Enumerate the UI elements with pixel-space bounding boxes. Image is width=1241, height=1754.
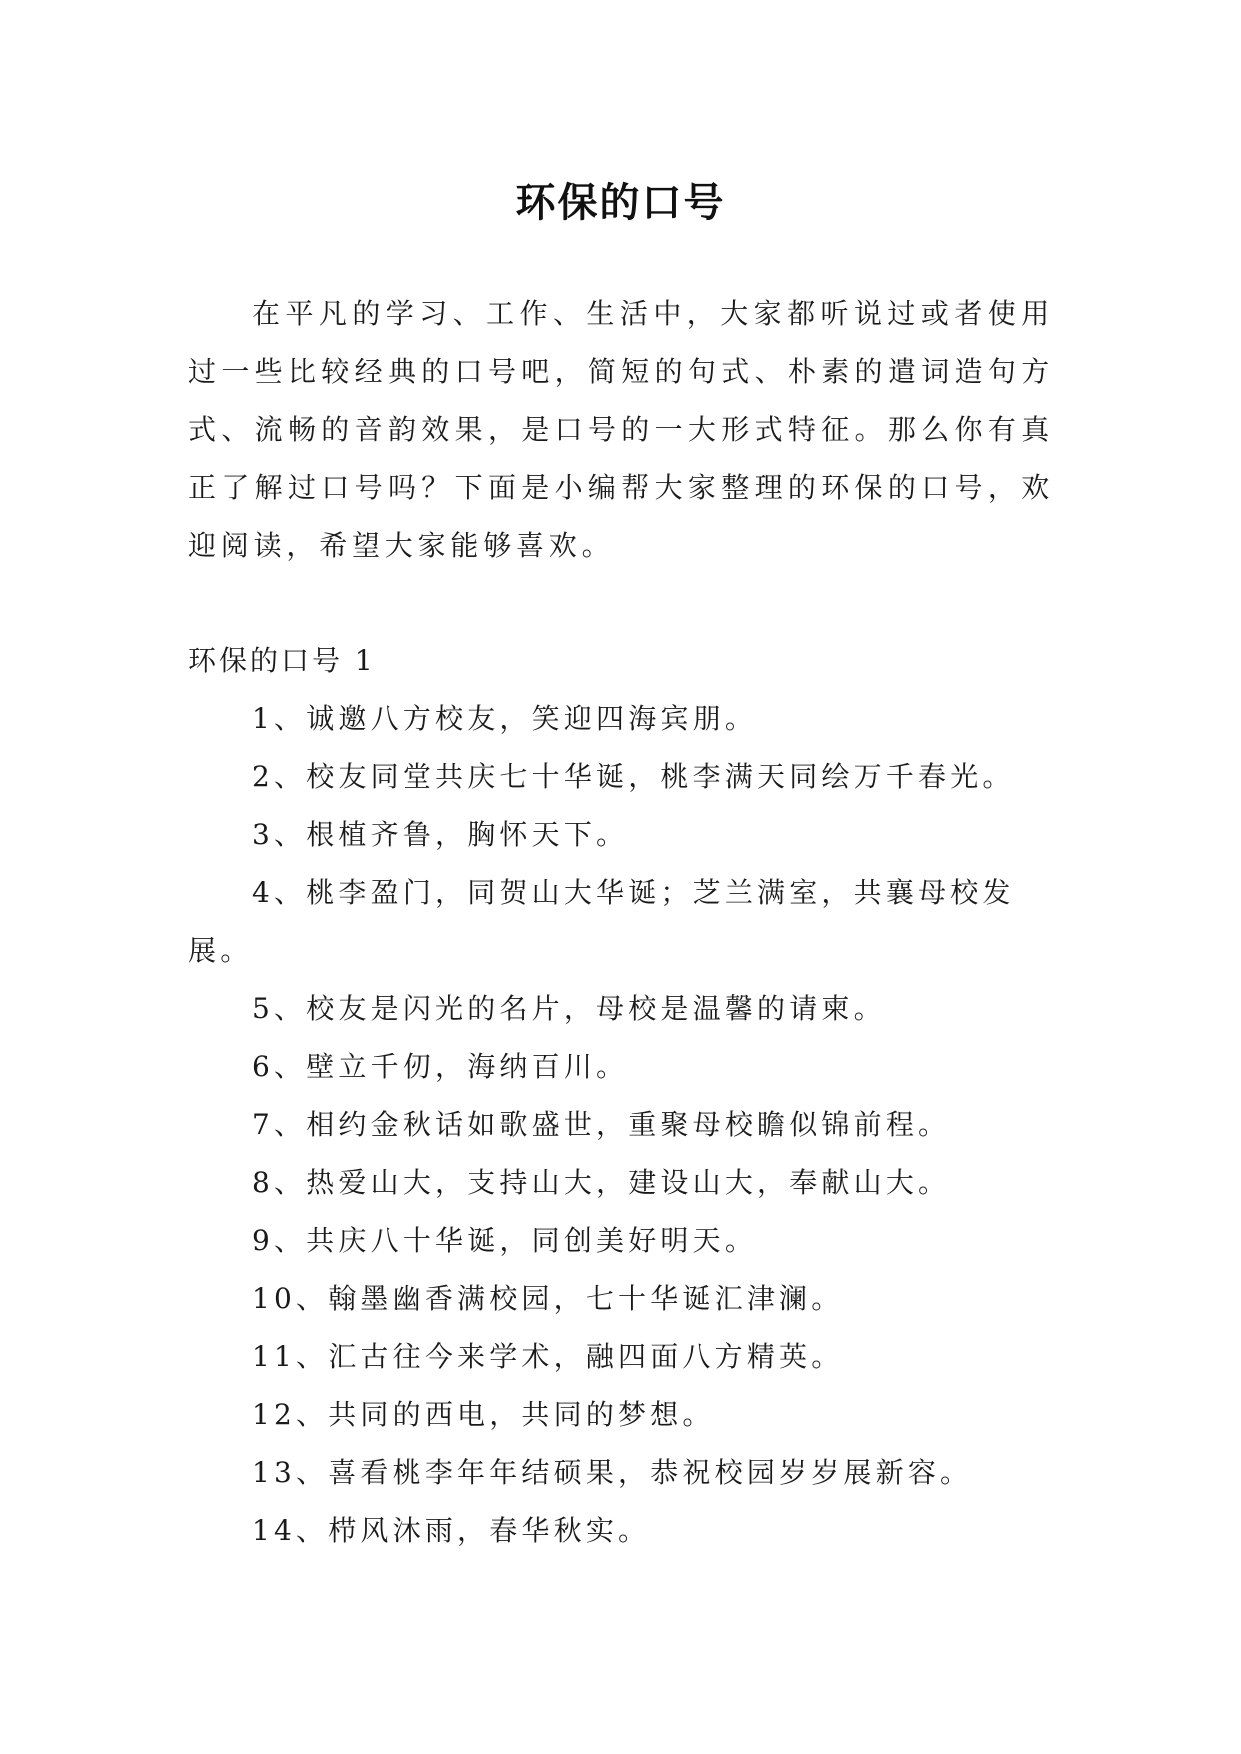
slogan-item: 10、翰墨幽香满校园，七十华诞汇津澜。 [252, 1282, 844, 1315]
section-heading: 环保的口号 1 [188, 644, 376, 677]
slogan-item: 4、桃李盈门，同贺山大华诞；芝兰满室，共襄母校发展。 [188, 876, 1015, 967]
slogan-item: 13、喜看桃李年年结硕果，恭祝校园岁岁展新容。 [252, 1456, 973, 1489]
slogan-item: 11、汇古往今来学术，融四面八方精英。 [252, 1340, 844, 1373]
slogan-item: 6、壁立千仞，海纳百川。 [252, 1050, 629, 1083]
slogan-item: 1、诚邀八方校友，笑迎四海宾朋。 [252, 702, 758, 735]
slogan-item: 3、根植齐鲁，胸怀天下。 [252, 818, 629, 851]
slogan-item: 9、共庆八十华诞，同创美好明天。 [252, 1224, 758, 1257]
slogan-item: 2、校友同堂共庆七十华诞，桃李满天同绘万千春光。 [252, 760, 1015, 793]
intro-paragraph: 在平凡的学习、工作、生活中，大家都听说过或者使用过一些比较经典的口号吧，简短的句式、朴素的遣词造句方式、流畅的音韵效果，是口号的一大形式特征。那么你有真正了解过口号吗？下面是小编帮大家整理的环保的口号，欢迎阅读，希望大家能够喜欢。 [188, 297, 1054, 562]
slogan-item: 14、栉风沐雨，春华秋实。 [252, 1514, 651, 1547]
slogan-item: 5、校友是闪光的名片，母校是温馨的请柬。 [252, 992, 886, 1025]
slogan-item: 12、共同的西电，共同的梦想。 [252, 1398, 715, 1431]
slogan-list [188, 690, 1054, 1560]
slogan-item: 7、相约金秋话如歌盛世，重聚母校瞻似锦前程。 [252, 1108, 951, 1141]
document-title: 环保的口号 [515, 179, 726, 226]
slogan-item: 8、热爱山大，支持山大，建设山大，奉献山大。 [252, 1166, 951, 1199]
